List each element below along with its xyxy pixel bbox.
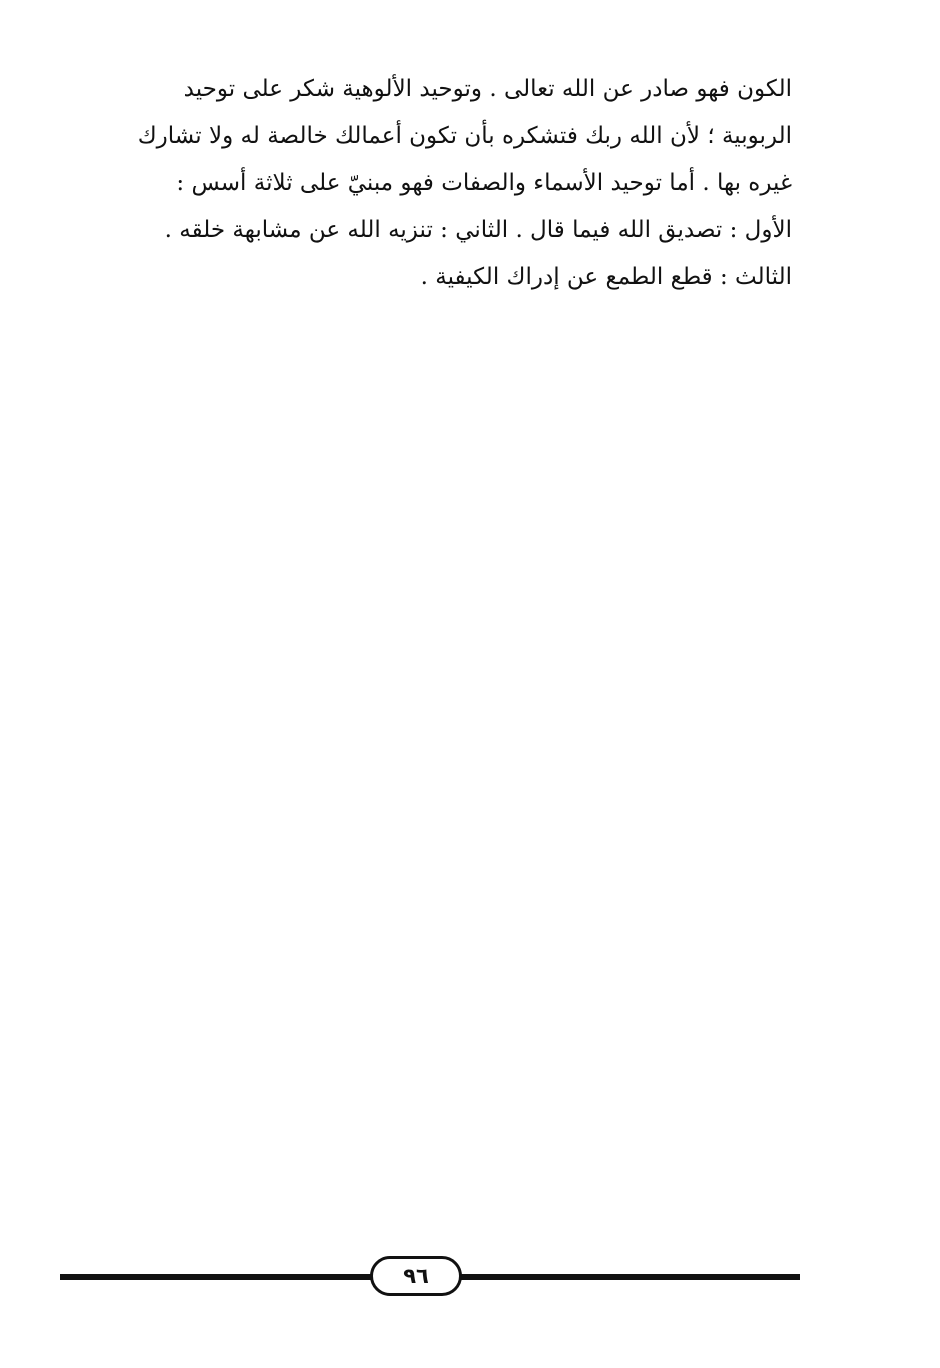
text-line: الثالث : قطع الطمع عن إدراك الكيفية . <box>420 264 792 290</box>
footer-rule-right <box>456 1274 800 1280</box>
text-line: الكون فهو صادر عن الله تعالى . وتوحيد الألوهية شكر على توحيد <box>183 76 792 102</box>
body-text <box>62 66 792 301</box>
footer-rule-left <box>60 1274 376 1280</box>
text-line: الأول : تصديق الله فيما قال . الثاني : تنزيه الله عن مشابهة خلقه . <box>164 217 792 243</box>
page-number: ٩٦ <box>370 1256 462 1296</box>
text-line: الربوبية ؛ لأن الله ربك فتشكره بأن تكون أعمالك خالصة له ولا تشارك <box>137 123 792 149</box>
text-line: غيره بها . أما توحيد الأسماء والصفات فهو مبنيّ على ثلاثة أسس : <box>176 170 792 196</box>
page-footer <box>60 1256 800 1300</box>
